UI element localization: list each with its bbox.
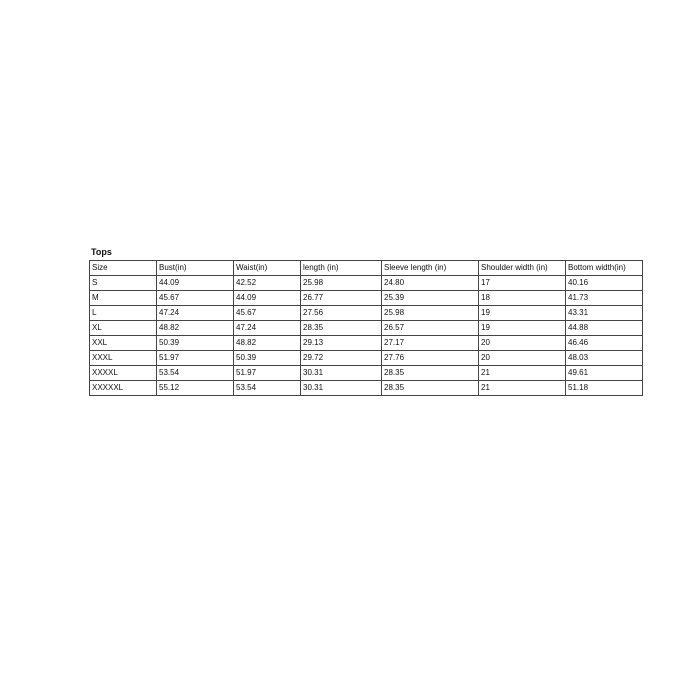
header-sleeve-length: Sleeve length (in)	[382, 261, 479, 276]
cell-bust: 51.97	[157, 351, 234, 366]
cell-sleeve-length: 25.98	[382, 306, 479, 321]
cell-waist: 51.97	[234, 366, 301, 381]
cell-bottom-width: 49.61	[566, 366, 643, 381]
cell-bottom-width: 43.31	[566, 306, 643, 321]
cell-bust: 44.09	[157, 276, 234, 291]
cell-bottom-width: 40.16	[566, 276, 643, 291]
cell-size: XXXL	[90, 351, 157, 366]
cell-size: L	[90, 306, 157, 321]
table-title: Tops	[91, 247, 112, 257]
cell-sleeve-length: 26.57	[382, 321, 479, 336]
table-row	[90, 366, 643, 381]
cell-length: 27.56	[301, 306, 382, 321]
cell-size: M	[90, 291, 157, 306]
cell-sleeve-length: 27.17	[382, 336, 479, 351]
table-row	[90, 351, 643, 366]
table-header-row	[90, 261, 643, 276]
cell-bust: 47.24	[157, 306, 234, 321]
cell-bottom-width: 44.88	[566, 321, 643, 336]
cell-bust: 48.82	[157, 321, 234, 336]
cell-bottom-width: 46.46	[566, 336, 643, 351]
header-bottom-width: Bottom width(in)	[566, 261, 643, 276]
cell-shoulder-width: 20	[479, 351, 566, 366]
cell-length: 28.35	[301, 321, 382, 336]
cell-bust: 50.39	[157, 336, 234, 351]
cell-waist: 42.52	[234, 276, 301, 291]
table-row	[90, 276, 643, 291]
cell-bottom-width: 41.73	[566, 291, 643, 306]
cell-sleeve-length: 28.35	[382, 366, 479, 381]
cell-waist: 53.54	[234, 381, 301, 396]
cell-shoulder-width: 20	[479, 336, 566, 351]
header-size: Size	[90, 261, 157, 276]
cell-size: XL	[90, 321, 157, 336]
cell-waist: 47.24	[234, 321, 301, 336]
cell-waist: 44.09	[234, 291, 301, 306]
table-row	[90, 291, 643, 306]
cell-shoulder-width: 17	[479, 276, 566, 291]
cell-length: 26.77	[301, 291, 382, 306]
cell-sleeve-length: 25.39	[382, 291, 479, 306]
cell-bottom-width: 51.18	[566, 381, 643, 396]
table-row	[90, 306, 643, 321]
cell-shoulder-width: 18	[479, 291, 566, 306]
table-row	[90, 336, 643, 351]
cell-sleeve-length: 24.80	[382, 276, 479, 291]
header-length: length (in)	[301, 261, 382, 276]
cell-length: 25.98	[301, 276, 382, 291]
cell-shoulder-width: 21	[479, 366, 566, 381]
cell-shoulder-width: 21	[479, 381, 566, 396]
cell-bust: 53.54	[157, 366, 234, 381]
cell-size: XXXXXL	[90, 381, 157, 396]
cell-length: 30.31	[301, 366, 382, 381]
header-waist: Waist(in)	[234, 261, 301, 276]
cell-size: XXXXL	[90, 366, 157, 381]
cell-length: 29.72	[301, 351, 382, 366]
cell-waist: 48.82	[234, 336, 301, 351]
header-shoulder-width: Shoulder width (in)	[479, 261, 566, 276]
cell-size: S	[90, 276, 157, 291]
cell-length: 29.13	[301, 336, 382, 351]
cell-bottom-width: 48.03	[566, 351, 643, 366]
table-row	[90, 321, 643, 336]
table-row	[90, 381, 643, 396]
cell-length: 30.31	[301, 381, 382, 396]
size-chart-table	[89, 260, 643, 396]
cell-bust: 45.67	[157, 291, 234, 306]
header-bust: Bust(in)	[157, 261, 234, 276]
cell-size: XXL	[90, 336, 157, 351]
cell-shoulder-width: 19	[479, 321, 566, 336]
cell-sleeve-length: 28.35	[382, 381, 479, 396]
cell-waist: 45.67	[234, 306, 301, 321]
cell-shoulder-width: 19	[479, 306, 566, 321]
cell-waist: 50.39	[234, 351, 301, 366]
cell-bust: 55.12	[157, 381, 234, 396]
cell-sleeve-length: 27.76	[382, 351, 479, 366]
